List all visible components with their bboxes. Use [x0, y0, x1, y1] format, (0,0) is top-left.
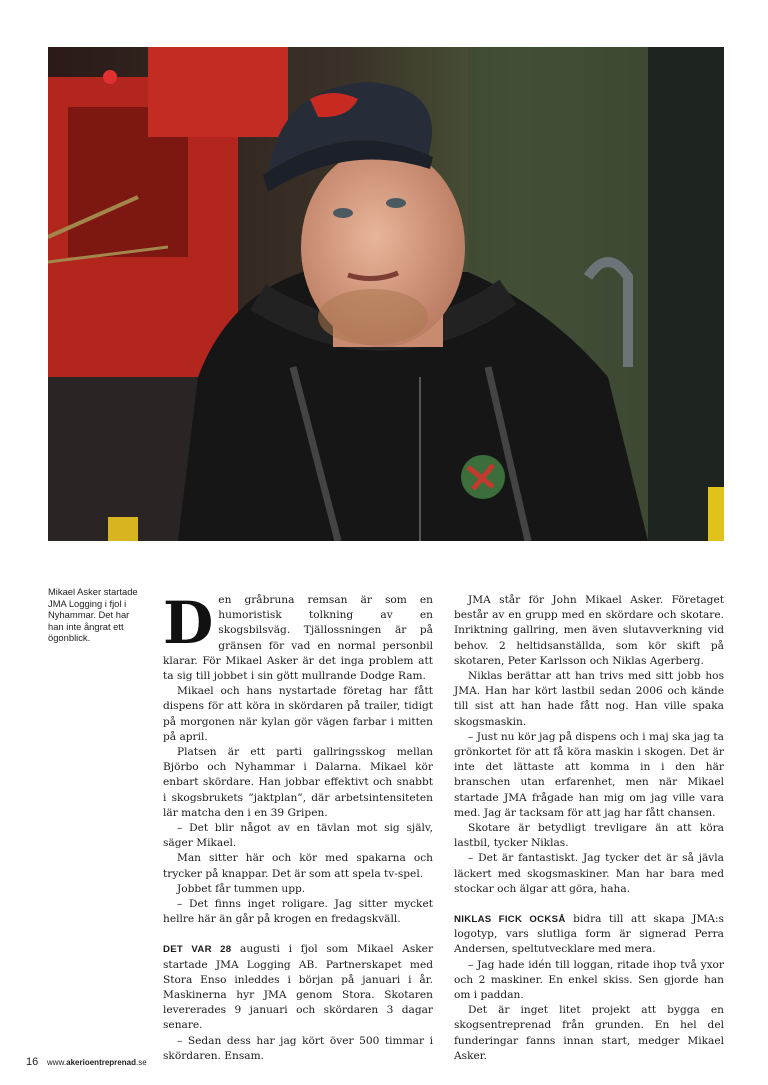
- article-paragraph: Man sitter här och kör med spakarna och trycker på knappar. Det är som att spela tv-spel.: [163, 852, 433, 880]
- photo-caption: Mikael Asker startade JMA Logging i fjol i Nyhammar. Det har han inte ångrat ett ögonblick.: [48, 586, 138, 644]
- section-lead-in: NIKLAS FICK OCKSÅ: [454, 914, 566, 926]
- section-lead-paragraph: DET VAR 28 augusti i fjol som Mikael Asker startade JMA Logging AB. Partnerskapet med Stora Enso inleddes i början på januari i år. Maskinerna hyr JMA genom Stora. Skotaren levererades 9 januari och skördaren 3 dagar senare.: [163, 943, 434, 1032]
- section-lead-in: DET VAR 28: [163, 944, 232, 956]
- article-paragraph: Det är inget litet projekt att bygga en skogsentreprenad från grunden. En hel del funderingar fanns innan start, medger Mikael Asker.: [454, 1004, 724, 1062]
- article-paragraph: Platsen är ett parti gallringsskog mellan Björbo och Nyhammar i Dalarna. Mikael kör enbart skördare. Han jobbar effektivt och snabbt i skogsbrukets ”jaktplan”, där arbetsintensiteten lär matcha den i en 39 Gripen.: [163, 746, 433, 819]
- article-column-1: [163, 589, 434, 1064]
- article-lead-paragraph: Den gråbruna remsan är som en humoristisk tolkning av en skogsbilsväg. Tjällossningen är på gränsen för vad en normal personbil klarar. För Mikael Asker är det inga problem att ta sig till jobbet i sin gött mullrande Dodge Ram.: [163, 589, 433, 683]
- magazine-url[interactable]: www.akerioentreprenad.se: [47, 1058, 147, 1067]
- article-paragraph: Niklas berättar att han trivs med sitt jobb hos JMA. Han har kört lastbil sedan 2006 och kände till sist att han hade fått nog. Han ville spaka skogsmaskin.: [454, 670, 724, 728]
- page-number: 16: [26, 1056, 39, 1068]
- article-paragraph: – Det blir något av en tävlan mot sig själv, säger Mikael.: [163, 822, 433, 850]
- section-lead-paragraph: NIKLAS FICK OCKSÅ bidra till att skapa JMA:s logotyp, vars slutliga form är signerad Perra Andersen, speltutvecklare med mera.: [454, 913, 724, 956]
- drop-cap: D: [163, 589, 214, 657]
- page-footer: [26, 1056, 147, 1068]
- article-paragraph: – Jag hade idén till loggan, ritade ihop två yxor och 2 maskiner. En enkel skiss. Sen gjorde han om i paddan.: [454, 958, 724, 1002]
- portrait-illustration: [48, 47, 724, 541]
- article-paragraph: – Det finns inget roligare. Jag sitter mycket hellre här än går på krogen en fredagskväll.: [163, 898, 433, 926]
- article-column-2: [454, 593, 724, 1064]
- article-paragraph: Skotare är betydligt trevligare än att köra lastbil, tycker Niklas.: [454, 822, 724, 850]
- article-paragraph: – Just nu kör jag på dispens och i maj ska jag ta grönkortet för att få köra maskin i skogen. Det är inte det lättaste att komma in i den här branschen utan erfarenhet, men när Mikael startade JMA frågade han mig om jag ville vara med. Jag är tacksam för att jag har fått chansen.: [454, 730, 724, 819]
- article-paragraph: JMA står för John Mikael Asker. Företaget består av en grupp med en skördare och skotare. Inriktning gallring, men även slutavverkning vid behov. 2 heltidsanställda, som kör skift på skotaren, Peter Karlsson och Niklas Agerberg.: [454, 594, 724, 667]
- article-paragraph: – Det är fantastiskt. Jag tycker det är så jävla läckert med skogsmaskiner. Man har bara med stockar och älgar att göra, haha.: [454, 852, 724, 895]
- article-paragraph: Mikael och hans nystartade företag har fått dispens för att köra in skördaren på trailer, tidigt på morgonen när kylan gör vägen farbar i mitten på april.: [163, 685, 433, 743]
- article-paragraph: – Sedan dess har jag kört över 500 timmar i skördaren. Ensam.: [163, 1034, 433, 1062]
- hero-photo: [48, 47, 724, 541]
- article-paragraph: Jobbet får tummen upp.: [177, 882, 306, 895]
